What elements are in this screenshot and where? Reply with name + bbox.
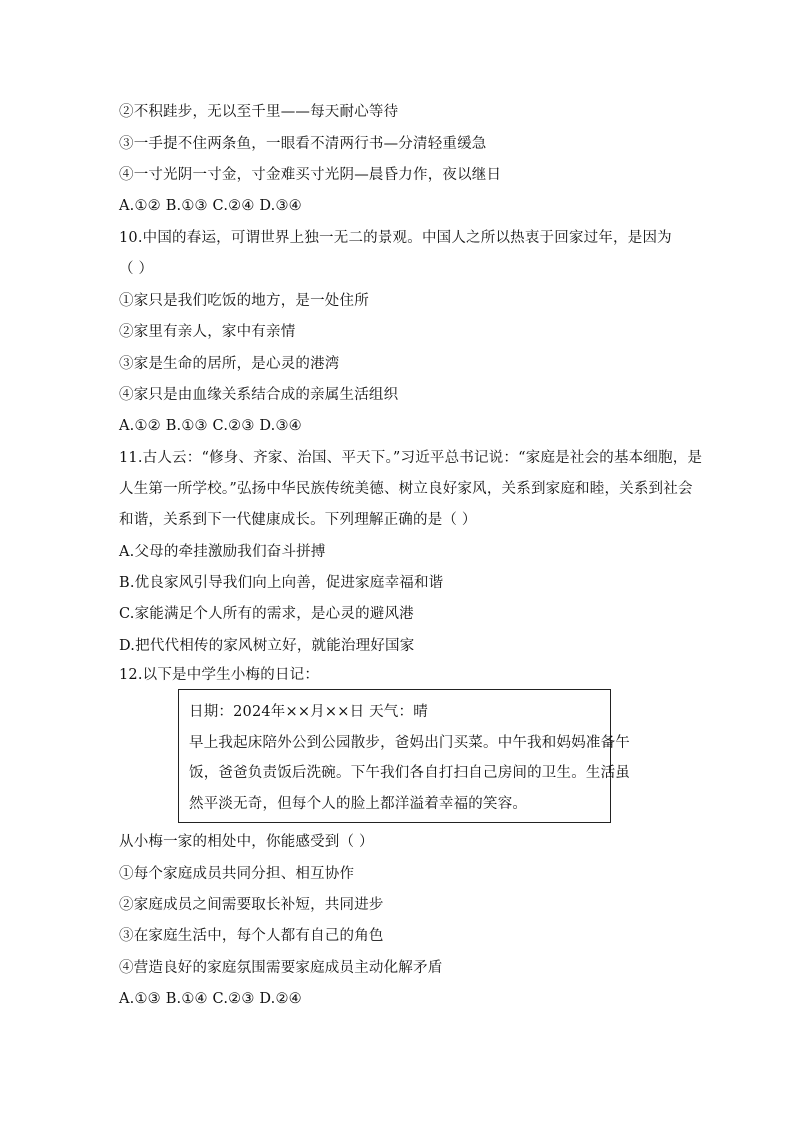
q11-choice-c: C.家能满足个人所有的需求，是心灵的避风港 — [119, 606, 414, 622]
q10-options: A.①② B.①③ C.②③ D.③④ — [119, 418, 302, 434]
diary-date-weather: 日期：2024年××月××日 天气：晴 — [189, 704, 428, 720]
prev-question-item-4: ④一寸光阴一寸金，寸金难买寸光阴—晨昏力作，夜以继日 — [119, 167, 502, 183]
q12-item-4: ④营造良好的家庭氛围需要家庭成员主动化解矛盾 — [119, 960, 443, 976]
q11-stem-line-1: 11.古人云：“修身、齐家、治国、平天下。”习近平总书记说：“家庭是社会的基本细胞，是 — [119, 450, 703, 466]
q12-stem: 12.以下是中学生小梅的日记： — [119, 667, 320, 683]
q12-item-1: ①每个家庭成员共同分担、相互协作 — [119, 866, 355, 882]
q11-stem-line-3: 和谐，关系到下一代健康成长。下列理解正确的是（ ） — [119, 512, 477, 528]
diary-box — [178, 689, 630, 823]
diary-line-2: 饭，爸爸负责饭后洗碗。下午我们各自打扫自己房间的卫生。生活虽 — [189, 765, 630, 781]
q10-item-3: ③家是生命的居所，是心灵的港湾 — [119, 356, 340, 372]
q12-question: 从小梅一家的相处中，你能感受到（ ） — [119, 834, 374, 850]
q11-choice-b: B.优良家风引导我们向上向善，促进家庭幸福和谐 — [119, 575, 444, 591]
q12-item-3: ③在家庭生活中，每个人都有自己的角色 — [119, 928, 384, 944]
q11-choice-a: A.父母的牵挂激励我们奋斗拼搏 — [119, 544, 326, 560]
q10-item-1: ①家只是我们吃饭的地方，是一处住所 — [119, 293, 369, 309]
q11-choice-d: D.把代代相传的家风树立好，就能治理好国家 — [119, 638, 415, 654]
q10-item-2: ②家里有亲人，家中有亲情 — [119, 324, 296, 340]
prev-question-options: A.①② B.①③ C.②④ D.③④ — [119, 198, 302, 214]
prev-question-item-2: ②不积跬步，无以至千里——每天耐心等待 — [119, 104, 399, 120]
q10-stem-line-2: （ ） — [119, 261, 154, 277]
q12-options: A.①③ B.①④ C.②③ D.②④ — [119, 991, 302, 1007]
q10-item-4: ④家只是由血缘关系结合成的亲属生活组织 — [119, 387, 399, 403]
q11-stem-line-2: 人生第一所学校。”弘扬中华民族传统美德、树立良好家风，关系到家庭和睦，关系到社会 — [119, 481, 693, 497]
prev-question-item-3: ③一手提不住两条鱼，一眼看不清两行书—分清轻重缓急 — [119, 136, 487, 152]
q10-stem-line-1: 10.中国的春运，可谓世界上独一无二的景观。中国人之所以热衷于回家过年，是因为 — [119, 230, 672, 246]
diary-line-1: 早上我起床陪外公到公园散步，爸妈出门买菜。中午我和妈妈准备午 — [189, 735, 630, 751]
diary-line-3: 然平淡无奇，但每个人的脸上都洋溢着幸福的笑容。 — [189, 796, 528, 812]
q12-item-2: ②家庭成员之间需要取长补短，共同进步 — [119, 897, 384, 913]
